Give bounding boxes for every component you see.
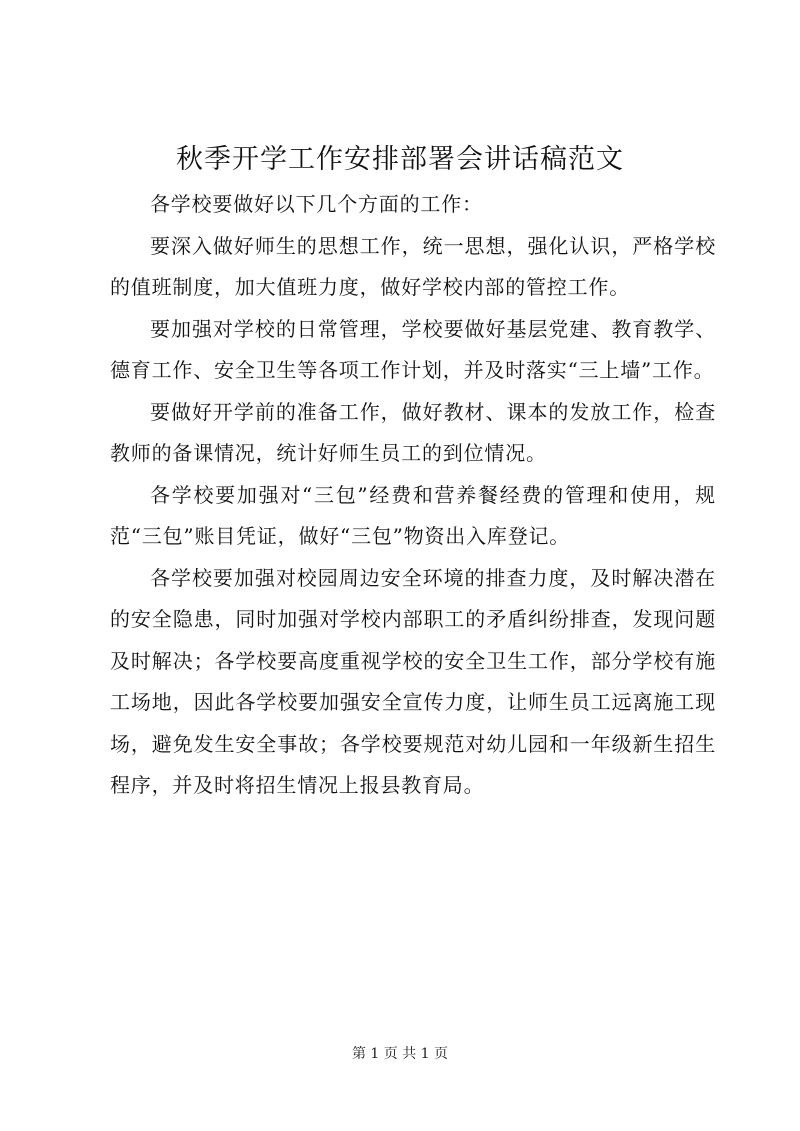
- paragraph-2: 要深入做好师生的思想工作，统一思想，强化认识，严格学校的值班制度，加大值班力度，做好学校内部的管控工作。: [110, 233, 716, 299]
- paragraph-1: 各学校要做好以下几个方面的工作：: [150, 192, 483, 216]
- paragraph-5: 各学校要加强对“三包”经费和营养餐经费的管理和使用，规范“三包”账目凭证，做好“三包”物资出入库登记。: [110, 482, 716, 548]
- page-footer: 第 1 页 共 1 页: [351, 1046, 449, 1062]
- document-body: [110, 184, 716, 807]
- paragraph-4: 要做好开学前的准备工作，做好教材、课本的发放工作，检查教师的备课情况，统计好师生员工的到位情况。: [110, 399, 716, 465]
- document-title: 秋季开学工作安排部署会讲话稿范文: [176, 144, 624, 175]
- paragraph-6: 各学校要加强对校园周边安全环境的排查力度，及时解决潜在的安全隐患，同时加强对学校内部职工的矛盾纠纷排查，发现问题及时解决；各学校要高度重视学校的安全卫生工作，部分学校有施工场地，因此各学校要加强安全宣传力度，让师生员工远离施工现场，避免发生安全事故；各学校要规范对幼儿园和一年级新生招生程序，并及时将招生情况上报县教育局。: [110, 565, 716, 797]
- paragraph-3: 要加强对学校的日常管理，学校要做好基层党建、教育教学、德育工作、安全卫生等各项工作计划，并及时落实“三上墙”工作。: [110, 316, 716, 382]
